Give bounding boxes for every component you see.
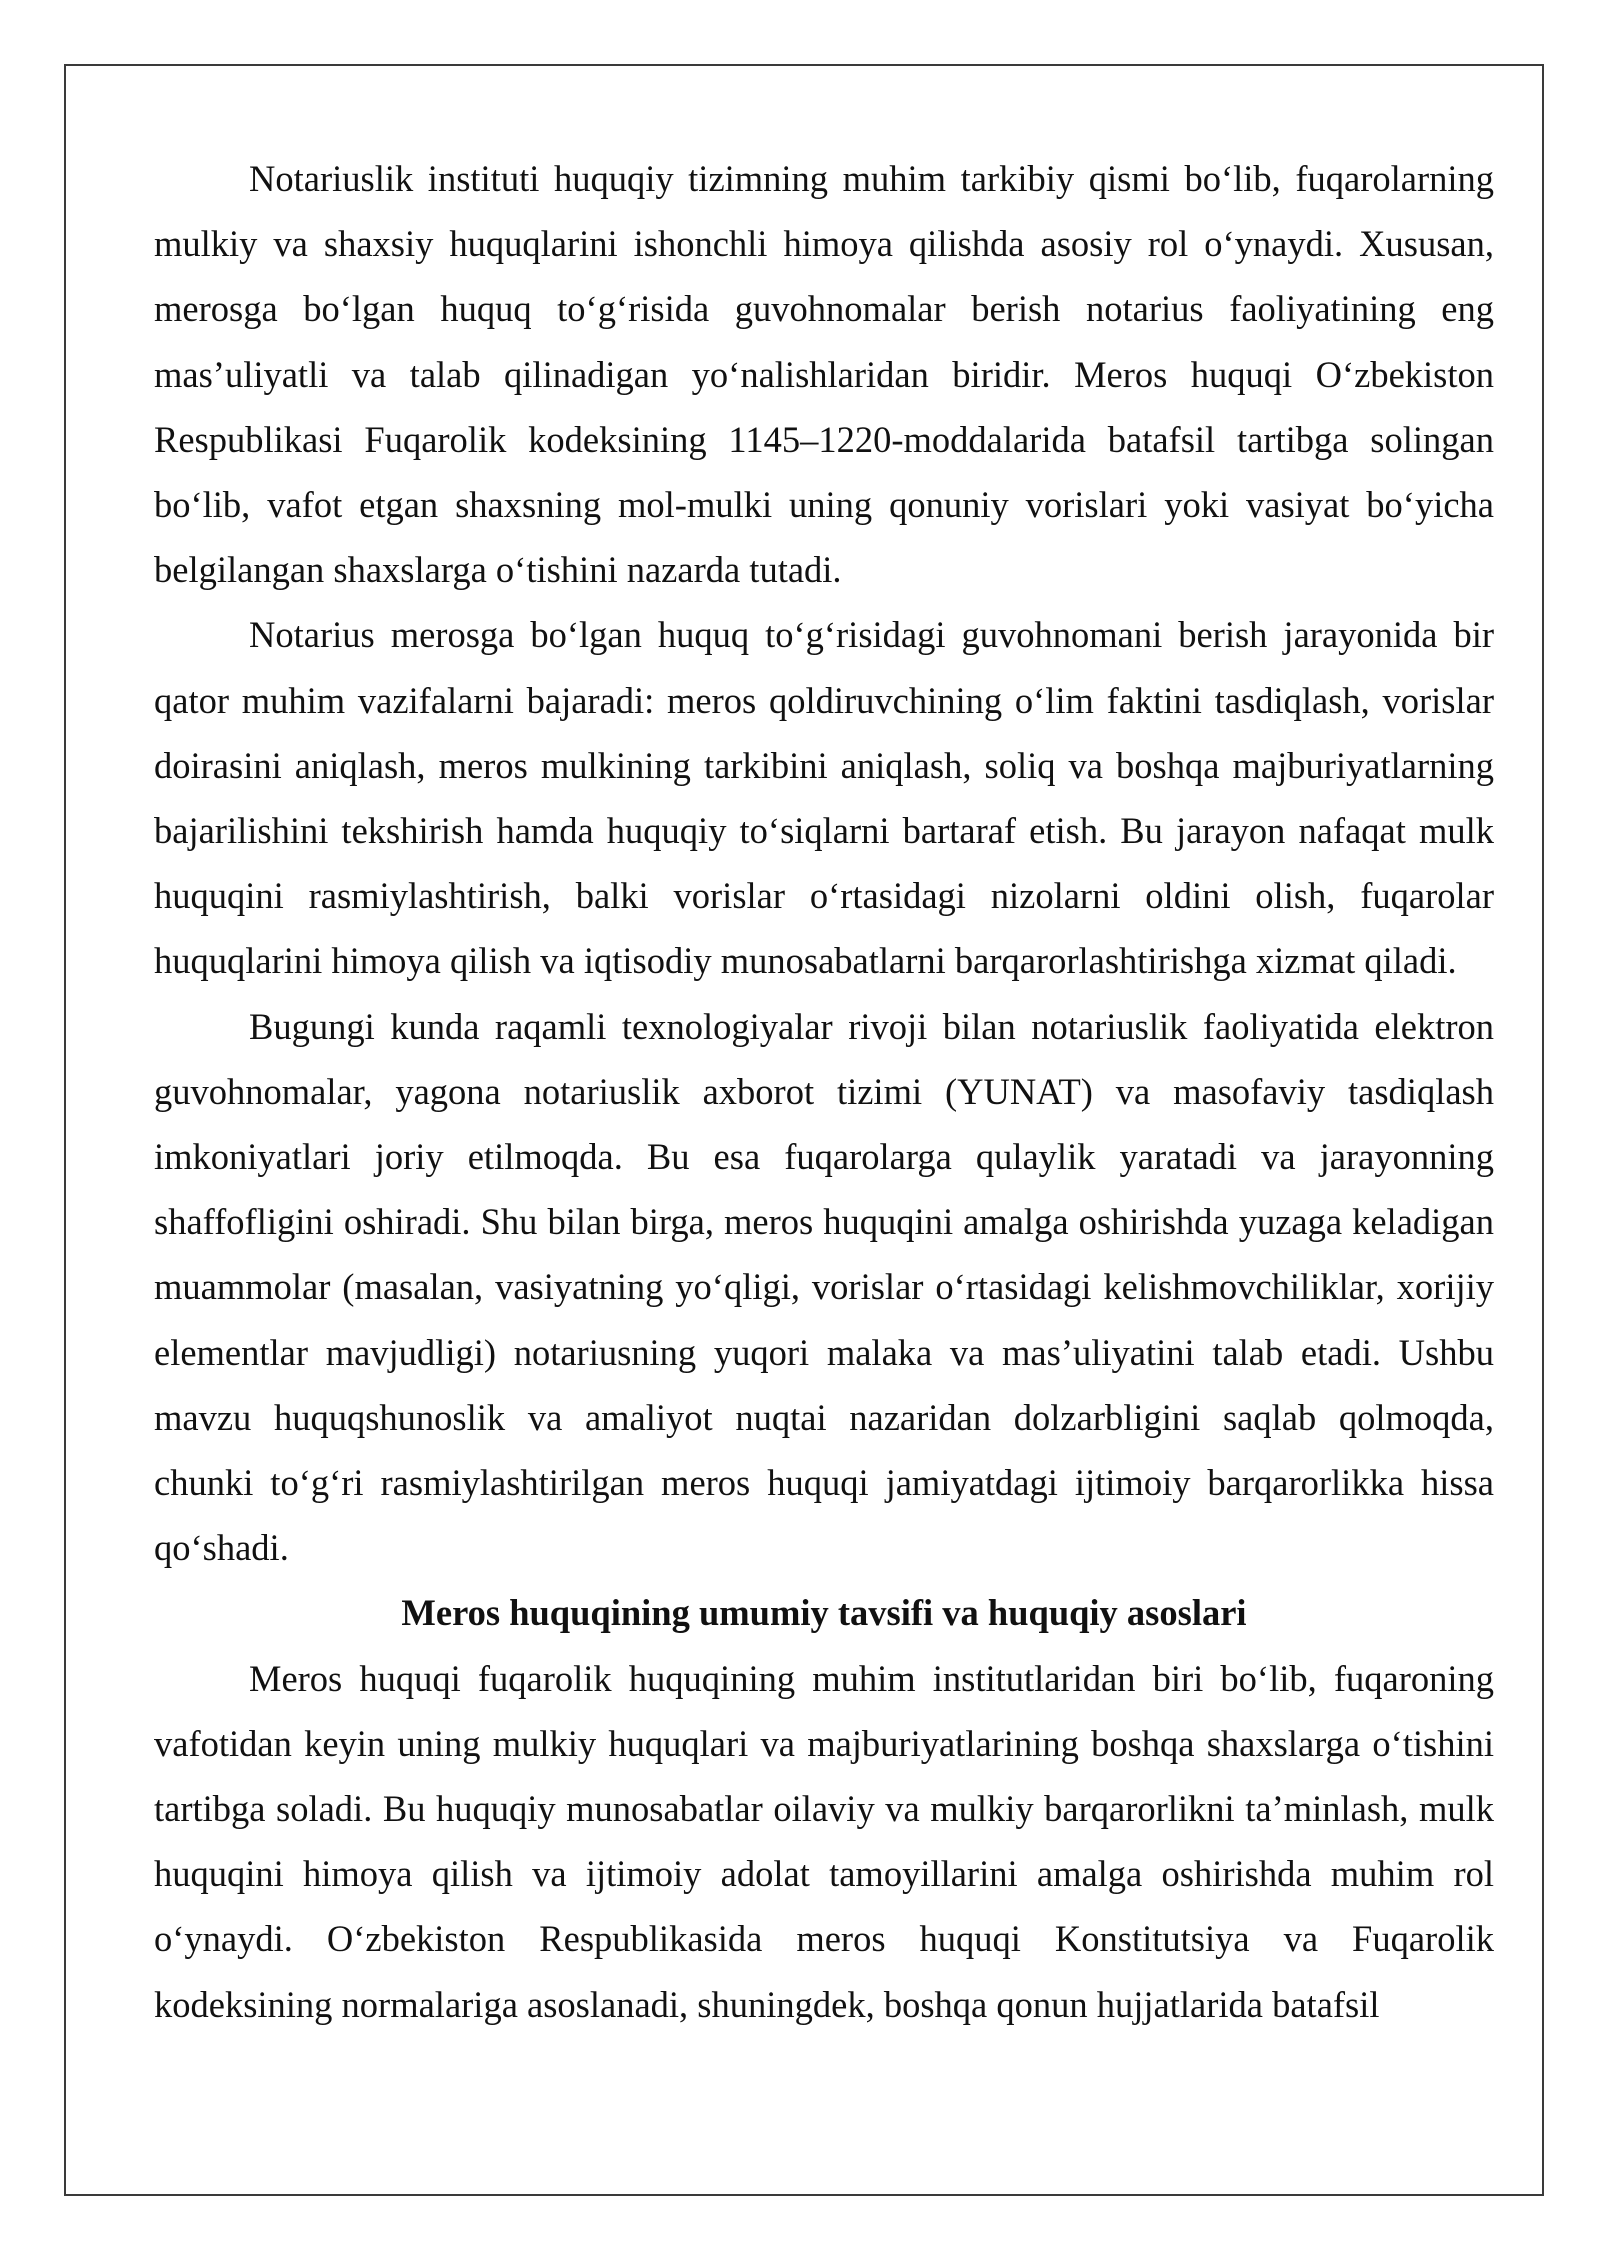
paragraph-intro-2: Notarius merosga bo‘lgan huquq to‘g‘risidagi guvohnomani berish jarayonida bir qator muhim vazifalarni bajaradi: meros qoldiruvchining o‘lim faktini tasdiqlash, vorislar doirasini aniqlash, meros mulkining tarkibini aniqlash, soliq va boshqa majburiyatlarning bajarilishini tekshirish hamda huquqiy to‘siqlarni bartaraf etish. Bu jarayon nafaqat mulk huquqini rasmiylashtirish, balki vorislar o‘rtasidagi nizolarni oldini olish, fuqarolar huquqlarini himoya qilish va iqtisodiy munosabatlarni barqarorlashtirishga xizmat qiladi. — [154, 614, 1494, 982]
paragraph-intro-1: Notariuslik instituti huquqiy tizimning muhim tarkibiy qismi bo‘lib, fuqarolarning mulkiy va shaxsiy huquqlarini ishonchli himoya qilishda asosiy rol o‘ynaydi. Xususan, merosga bo‘lgan huquq to‘g‘risida guvohnomalar berish notarius faoliyatining eng mas’uliyatli va talab qilinadigan yo‘nalishlaridan biridir. Meros huquqi O‘zbekiston Respublikasi Fuqarolik kodeksining 1145–1220-moddalarida batafsil tartibga solingan bo‘lib, vafot etgan shaxsning mol-mulki uning qonuniy vorislari yoki vasiyat bo‘yicha belgilangan shaxslarga o‘tishini nazarda tutadi. — [154, 158, 1494, 591]
paragraph-intro-3: Bugungi kunda raqamli texnologiyalar rivoji bilan notariuslik faoliyatida elektron guvohnomalar, yagona notariuslik axborot tizimi (YUNAT) va masofaviy tasdiqlash imkoniyatlari joriy etilmoqda. Bu esa fuqarolarga qulaylik yaratadi va jarayonning shaffofligini oshiradi. Shu bilan birga, meros huquqini amalga oshirishda yuzaga keladigan muammolar (masalan, vasiyatning yo‘qligi, vorislar o‘rtasidagi kelishmovchiliklar, xorijiy elementlar mavjudligi) notariusning yuqori malaka va mas’uliyatini talab etadi. Ushbu mavzu huquqshunoslik va amaliyot nuqtai nazaridan dolzarbligini saqlab qolmoqda, chunki to‘g‘ri rasmiylashtirilgan meros huquqi jamiyatdagi ijtimoiy barqarorlikka hissa qo‘shadi. — [154, 1005, 1494, 1569]
document-body — [154, 146, 1494, 2037]
paragraph-section-1: Meros huquqi fuqarolik huquqining muhim institutlaridan biri bo‘lib, fuqaroning vafotidan keyin uning mulkiy huquqlari va majburiyatlarining boshqa shaxslarga o‘tishini tartibga soladi. Bu huquqiy munosabatlar oilaviy va mulkiy barqarorlikni ta’minlash, mulk huquqini himoya qilish va ijtimoiy adolat tamoyillarini amalga oshirishda muhim rol o‘ynaydi. O‘zbekiston Respublikasida meros huquqi Konstitutsiya va Fuqarolik kodeksining normalariga asoslanadi, shuningdek, boshqa qonun hujjatlarida batafsil — [154, 1657, 1494, 2025]
section-heading: Meros huquqining umumiy tavsifi va huquqiy asoslari — [401, 1592, 1247, 1634]
